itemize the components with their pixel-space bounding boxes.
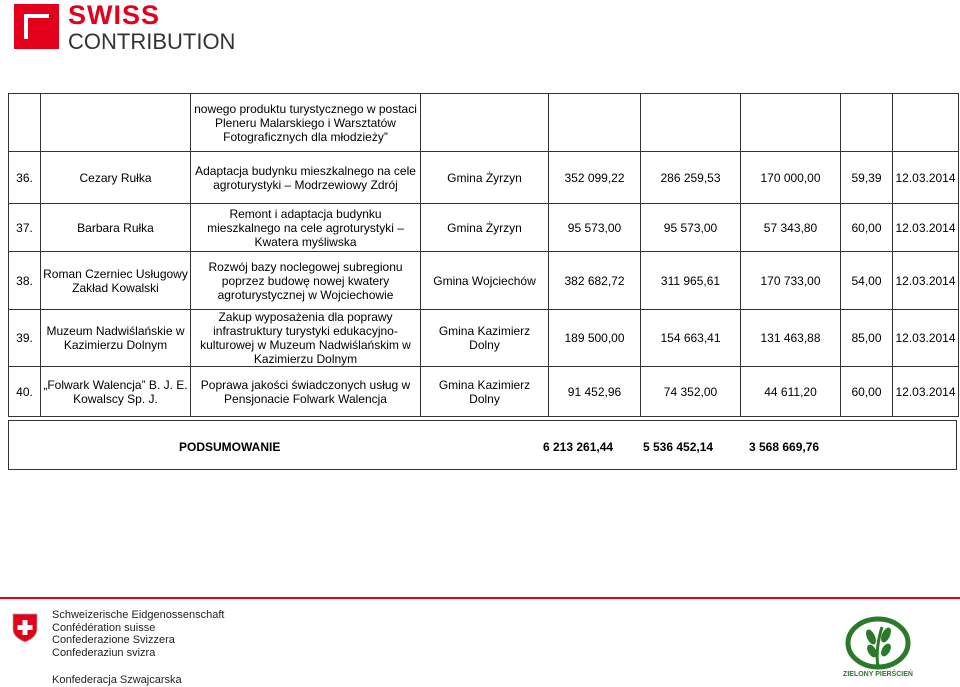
- federation-de: Schweizerische Eidgenossenschaft: [52, 609, 225, 621]
- cell-beneficiary: Muzeum Nadwiślańskie w Kazimierzu Dolnym: [41, 310, 191, 367]
- cell-no: 40.: [9, 367, 41, 417]
- cell-beneficiary: „Folwark Walencja” B. J. E. Kowalscy Sp. J.: [41, 367, 191, 417]
- cell-municipality: Gmina Żyrzyn: [421, 152, 549, 204]
- cell-eligible: 286 259,53: [641, 152, 741, 204]
- cell-project: nowego produktu turystycznego w postaci Pleneru Malarskiego i Warsztatów Fotograficznych dla młodzieży”: [191, 94, 421, 152]
- cell-municipality: Gmina Wojciechów: [421, 252, 549, 310]
- cell-eligible: 95 573,00: [641, 204, 741, 252]
- cell-eligible: 154 663,41: [641, 310, 741, 367]
- cell-date: 12.03.2014: [893, 152, 959, 204]
- cell-beneficiary: Roman Czerniec Usługowy Zakład Kowalski: [41, 252, 191, 310]
- cell-eligible: 74 352,00: [641, 367, 741, 417]
- summary-eligible: 5 536 452,14: [643, 440, 714, 454]
- cell-project: Remont i adaptacja budynku mieszkalnego na cele agroturystyki – Kwatera myśliwska: [191, 204, 421, 252]
- projects-table: [8, 93, 959, 417]
- cell-municipality: [421, 94, 549, 152]
- summary-total: 6 213 261,44: [543, 440, 614, 454]
- cell-eligible: [641, 94, 741, 152]
- cell-grant: 170 733,00: [741, 252, 841, 310]
- cell-grant: 131 463,88: [741, 310, 841, 367]
- cell-eligible: 311 965,61: [641, 252, 741, 310]
- cell-no: 37.: [9, 204, 41, 252]
- cell-no: [9, 94, 41, 152]
- brand-line-2: CONTRIBUTION: [68, 29, 236, 54]
- cell-total: 91 452,96: [549, 367, 641, 417]
- swiss-contribution-logo-icon: [14, 4, 59, 49]
- cell-total: 352 099,22: [549, 152, 641, 204]
- table-row: [9, 252, 959, 310]
- cell-grant: 44 611,20: [741, 367, 841, 417]
- summary-label: PODSUMOWANIE: [179, 440, 281, 454]
- cell-date: [893, 94, 959, 152]
- cell-no: 36.: [9, 152, 41, 204]
- federation-rm: Confederaziun svizra: [52, 646, 156, 659]
- cell-beneficiary: Barbara Rułka: [41, 204, 191, 252]
- federation-fr: Confédération suisse: [52, 621, 156, 634]
- table-row: [9, 310, 959, 367]
- cell-date: 12.03.2014: [893, 367, 959, 417]
- summary-grant: 3 568 669,76: [749, 440, 820, 454]
- summary-row: [8, 420, 957, 470]
- cell-date: 12.03.2014: [893, 204, 959, 252]
- cell-percent: 60,00: [841, 204, 893, 252]
- cell-percent: 60,00: [841, 367, 893, 417]
- footer-divider: [0, 597, 960, 599]
- table-row: [9, 367, 959, 417]
- table-row: [9, 94, 959, 152]
- cell-no: 39.: [9, 310, 41, 367]
- cell-total: 189 500,00: [549, 310, 641, 367]
- cell-municipality: Gmina Kazimierz Dolny: [421, 310, 549, 367]
- cell-percent: 54,00: [841, 252, 893, 310]
- federation-pl: Konfederacja Szwajcarska: [52, 674, 182, 686]
- swiss-coat-of-arms-icon: [12, 613, 38, 643]
- cell-municipality: Gmina Kazimierz Dolny: [421, 367, 549, 417]
- cell-total: 95 573,00: [549, 204, 641, 252]
- cell-date: 12.03.2014: [893, 310, 959, 367]
- brand-line-1: SWISS: [68, 0, 161, 30]
- cell-grant: 57 343,80: [741, 204, 841, 252]
- cell-grant: 170 000,00: [741, 152, 841, 204]
- cell-project: Zakup wyposażenia dla poprawy infrastruktury turystyki edukacyjno-kulturowej w Muzeum Nadwiślańskim w Kazimierzu Dolnym: [191, 310, 421, 367]
- cell-municipality: Gmina Żyrzyn: [421, 204, 549, 252]
- cell-total: [549, 94, 641, 152]
- cell-percent: [841, 94, 893, 152]
- cell-beneficiary: Cezary Rułka: [41, 152, 191, 204]
- federation-names: [52, 609, 224, 659]
- cell-project: Poprawa jakości świadczonych usług w Pensjonacie Folwark Walencja: [191, 367, 421, 417]
- cell-date: 12.03.2014: [893, 252, 959, 310]
- federation-it: Confederazione Svizzera: [52, 634, 175, 646]
- partner-logo-text: ZIELONY PIERŚCIEŃ: [843, 671, 913, 678]
- cell-grant: [741, 94, 841, 152]
- cell-project: Adaptacja budynku mieszkalnego na cele agroturystyki – Modrzewiowy Zdrój: [191, 152, 421, 204]
- cell-no: 38.: [9, 252, 41, 310]
- cell-project: Rozwój bazy noclegowej subregionu poprzez budowę nowej kwatery agroturystycznej w Wojciechowie: [191, 252, 421, 310]
- cell-percent: 85,00: [841, 310, 893, 367]
- table-row: [9, 152, 959, 204]
- cell-percent: 59,39: [841, 152, 893, 204]
- cell-beneficiary: [41, 94, 191, 152]
- table-row: [9, 204, 959, 252]
- cell-total: 382 682,72: [549, 252, 641, 310]
